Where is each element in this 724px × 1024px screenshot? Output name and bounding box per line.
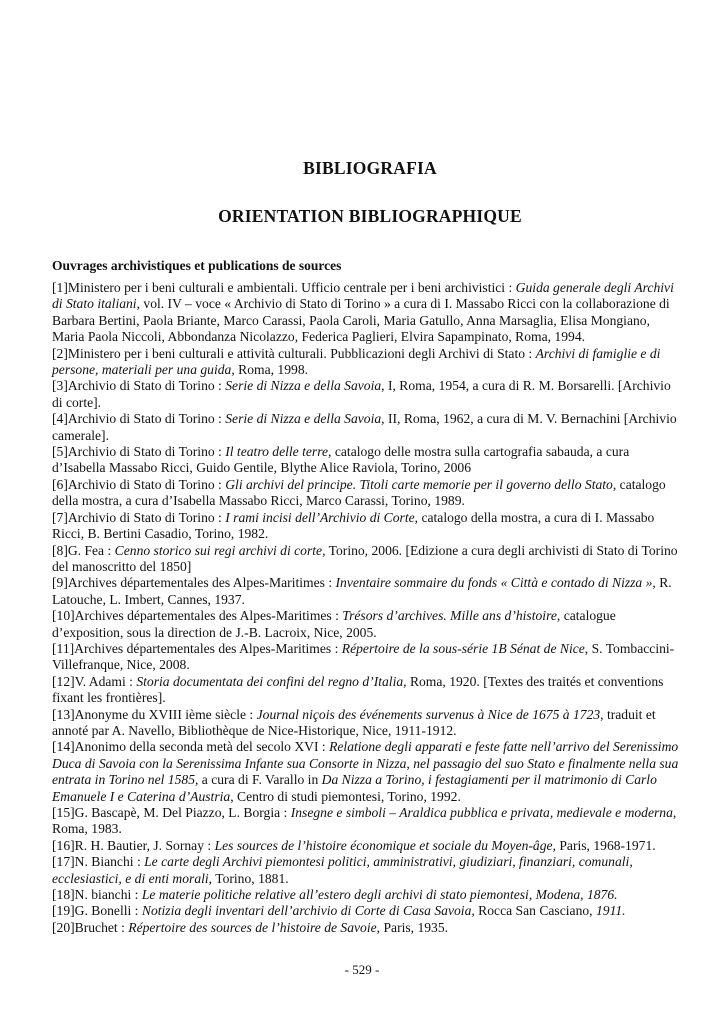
entry-title-text: Guida generale degli Archivi di Stato italiani	[52, 280, 674, 312]
entry-text: [14]Anonimo della seconda metà del secolo XVI :	[52, 739, 330, 755]
entry-text: [19]G. Bonelli :	[52, 903, 142, 919]
entry-title-text: Inventaire sommaire du fonds « Città e contado di Nizza »	[335, 575, 653, 591]
bibliography-entry	[52, 444, 684, 477]
bibliography-entry	[52, 854, 684, 887]
entry-text: [20]Bruchet :	[52, 919, 129, 935]
entry-text: [16]R. H. Bautier, J. Sornay :	[52, 837, 215, 853]
entry-text: , II, Roma, 1962, a cura di M. V. Bernachini [Archivio camerale].	[52, 411, 677, 443]
entry-title-text: Notizia degli inventari dell’archivio di Corte di Casa Savoia,	[141, 903, 475, 919]
page-title: BIBLIOGRAFIA	[303, 158, 437, 178]
entry-text: , vol. IV – voce « Archivio di Stato di Torino » a cura di I. Massabo Ricci con la collaborazione di Barbara Bertini, Paola Briante, Marco Carassi, Paola Caroli, Maria Gatullo, Anna Marsaglia, Elisa Mongiano, Maria Paola Niccoli, Abbondanza Nicolazzo, Federica Paglieri, Elvira Sapampinato, Roma, 1994.	[52, 296, 670, 345]
entry-text: , catalogo della mostra, a cura d’Isabella Massabo Ricci, Marco Carassi, Torino, 1989.	[52, 476, 666, 509]
entry-text: , S. Tombaccini-Villefranque, Nice, 2008.	[52, 640, 675, 673]
entry-text: , Roma, 1983.	[52, 805, 677, 837]
entry-text: , catalogo della mostra, a cura di I. Massabo Ricci, B. Bertini Casadio, Torino, 1982.	[52, 509, 655, 542]
entry-text: , catalogue d’exposition, sous la direction de J.-B. Lacroix, Nice, 2005.	[52, 608, 616, 640]
entry-text: , Roma, 1998.	[231, 362, 309, 378]
entry-text: [17]N. Bianchi :	[52, 854, 145, 870]
entry-title-text: Journal niçois des événements survenus à Nice de 1675 à 1723	[256, 706, 601, 722]
entry-title-text: Archivi di famiglie e di persone, materiali per una guida	[52, 345, 661, 378]
page-number: - 529 -	[344, 962, 380, 977]
bibliography-entry	[52, 510, 684, 543]
bibliography-entry	[52, 608, 684, 641]
bibliography-entry	[52, 575, 684, 608]
bibliography-entry	[52, 805, 684, 838]
bibliography-list	[52, 280, 684, 936]
entry-text: , I, Roma, 1954, a cura di R. M. Borsarelli. [Archivio di corte].	[52, 378, 671, 410]
entry-text: Roma, 1920. [Textes des traités et conventions fixant les frontières].	[52, 673, 664, 706]
entry-text: [4]Archivio di Stato di Torino :	[52, 411, 226, 427]
entry-title-text: Le carte degli Archivi piemontesi politici, amministrativi, giudiziari, finanziari, comunali, ecclesiastici, e di enti morali	[52, 854, 633, 886]
section-heading: Ouvrages archivistiques et publications de sources	[52, 258, 342, 273]
bibliography-entry	[52, 346, 684, 379]
bibliography-entry	[52, 887, 684, 903]
entry-text: , a cura di F. Varallo in	[195, 772, 322, 788]
entry-title-text: Relatione degli apparati e feste fatte nell’arrivo del Serenissimo Duca di Savoia con la Serenissima Infante sua Consorte in Nizza, nel passagio del suo Stato e finalmente nella sua entrata in Torino nel 1585	[52, 739, 679, 788]
entry-text: , traduit et annoté par A. Navello, Bibliothèque de Nice-Historique, Nice, 1911-1912.	[52, 706, 656, 738]
entry-title-text: 1911.	[595, 903, 626, 919]
bibliography-entry	[52, 641, 684, 674]
entry-title-text: Storia documentata dei confini del regno d’Italia,	[136, 673, 407, 689]
bibliography-entry	[52, 739, 684, 805]
entry-title-text: Serie di Nizza e della Savoia	[225, 378, 382, 394]
entry-text: [3]Archivio di Stato di Torino :	[52, 378, 226, 394]
bibliography-entry	[52, 411, 684, 444]
entry-text: [12]V. Adami :	[52, 673, 137, 689]
entry-text: Rocca San Casciano,	[474, 903, 596, 919]
entry-text: [10]Archives départementales des Alpes-Maritimes :	[52, 608, 343, 624]
entry-title-text: Cenno storico sui regi archivi di corte,	[114, 542, 326, 558]
entry-title-text: Les sources de l’histoire économique et sociale du Moyen-âge	[214, 837, 553, 853]
bibliography-entry	[52, 378, 684, 411]
entry-text: , Paris, 1935.	[376, 919, 449, 935]
entry-text: , Centro di studi piemontesi, Torino, 1992.	[230, 788, 461, 804]
entry-text: [11]Archives départementales des Alpes-Maritimes :	[52, 640, 342, 656]
entry-title-text: Répertoire de la sous-série 1B Sénat de Nice	[341, 640, 585, 656]
entry-title-text: I rami incisi dell’Archivio di Corte	[225, 509, 415, 525]
entry-title-text: Le materie politiche relative all’estero degli archivi di stato piemontesi, Modena, 1876.	[141, 887, 618, 903]
entry-text: Torino, 2006. [Edizione a cura degli archivisti di Stato di Torino del manoscritto del 1850]	[52, 542, 678, 574]
entry-text: [18]N. bianchi :	[52, 887, 142, 903]
bibliography-entry	[52, 903, 684, 919]
bibliography-entry	[52, 543, 684, 576]
entry-title-text: Il teatro delle terre	[225, 444, 329, 460]
entry-text: [8]G. Fea :	[52, 542, 115, 558]
bibliography-entry	[52, 674, 684, 707]
entry-title-text: Répertoire des sources de l’histoire de Savoie	[128, 919, 377, 935]
bibliography-entry	[52, 477, 684, 510]
entry-text: [2]Ministero per i beni culturali e attività culturali. Pubblicazioni degli Archivi di Stato :	[52, 345, 536, 361]
entry-text: [9]Archives départementales des Alpes-Maritimes :	[52, 575, 336, 591]
entry-text: [5]Archivio di Stato di Torino :	[52, 444, 226, 460]
bibliography-entry	[52, 280, 684, 346]
page-subtitle: ORIENTATION BIBLIOGRAPHIQUE	[218, 206, 522, 226]
bibliography-entry	[52, 707, 684, 740]
entry-text: [15]G. Bascapè, M. Del Piazzo, L. Borgia :	[52, 805, 291, 820]
entry-text: , catalogo delle mostra sulla cartografia sabauda, a cura d’Isabella Massabo Ricci, Guido Gentile, Blythe Alice Raviola, Torino, 2006	[52, 444, 630, 476]
bibliography-entry	[52, 920, 684, 936]
entry-title-text: Trésors d’archives. Mille ans d’histoire	[342, 608, 557, 624]
entry-text: , Paris, 1968-1971.	[552, 837, 656, 853]
entry-title-text: Serie di Nizza e della Savoia	[225, 411, 382, 427]
entry-title-text: Da Nizza a Torino, i festagiamenti per il matrimonio di Carlo Emanuele I e Caterina d’Austria	[52, 772, 657, 804]
entry-text: , R. Latouche, L. Imbert, Cannes, 1937.	[52, 575, 672, 607]
entry-text: [1]Ministero per i beni culturali e ambientali. Ufficio centrale per i beni archivistici :	[52, 280, 516, 295]
entry-text: [6]Archivio di Stato di Torino :	[52, 476, 226, 492]
entry-text: [13]Anonyme du XVIII ième siècle :	[52, 706, 257, 722]
entry-text: [7]Archivio di Stato di Torino :	[52, 509, 226, 525]
entry-title-text: Insegne e simboli – Araldica pubblica e privata, medievale e moderna	[290, 805, 673, 820]
entry-title-text: Gli archivi del principe. Titoli carte memorie per il governo dello Stato	[225, 476, 613, 492]
entry-text: , Torino, 1881.	[208, 870, 289, 886]
bibliography-entry	[52, 838, 684, 854]
